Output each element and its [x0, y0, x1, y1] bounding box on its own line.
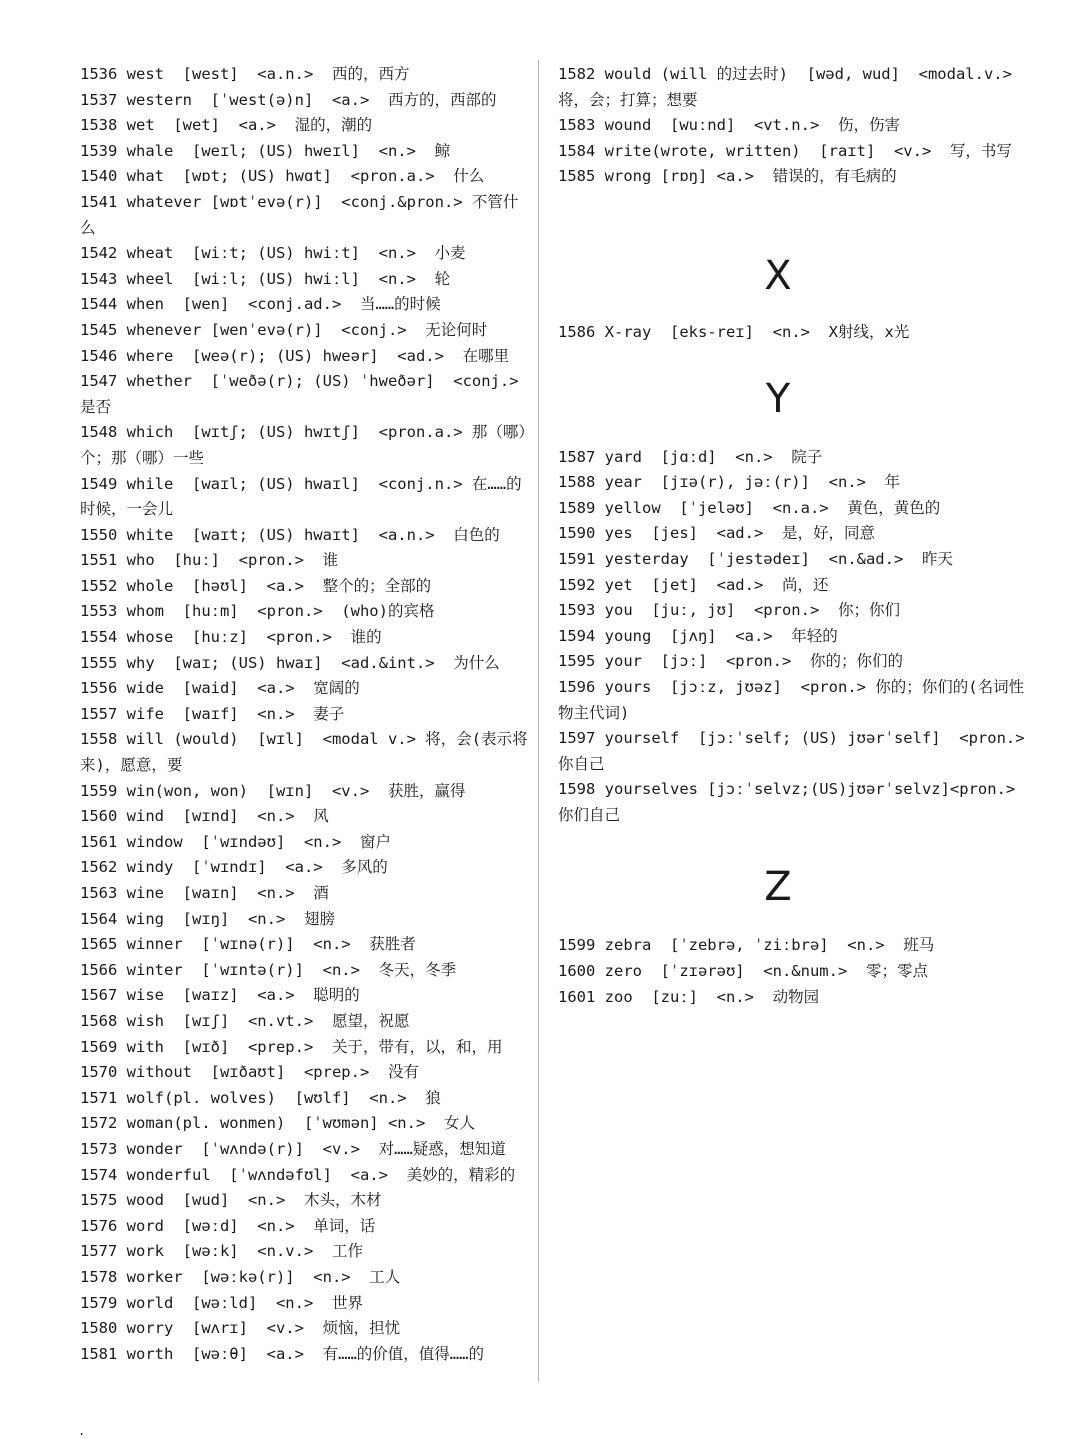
vocab-entry: 1585 wrong [rɒŋ] <a.> 错误的，有毛病的: [558, 167, 897, 186]
vocab-entry: 1590 yes [jes] <ad.> 是，好，同意: [558, 524, 875, 543]
vocab-entry: 1568 wish [wɪʃ] <n.vt.> 愿望，祝愿: [80, 1011, 410, 1030]
vocab-entry: 1547 whether [ˈweðə(r); (US) ˈhweðər] <conj.> 是否: [80, 372, 528, 416]
vocab-entry: 1565 winner [ˈwɪnə(r)] <n.> 获胜者: [80, 935, 416, 954]
vocab-entry: 1573 wonder [ˈwʌndə(r)] <v.> 对……疑惑，想知道: [80, 1139, 506, 1158]
vocab-entry: 1575 wood [wud] <n.> 木头，木材: [80, 1191, 382, 1210]
vocab-entry: 1550 white [waɪt; (US) hwaɪt] <a.n.> 白色的: [80, 525, 500, 544]
vocab-entry: 1574 wonderful [ˈwʌndəfʊl] <a.> 美妙的，精彩的: [80, 1165, 516, 1184]
vocab-entry: 1577 work [wəːk] <n.v.> 工作: [80, 1242, 363, 1261]
vocab-entry: 1591 yesterday [ˈjestədeɪ] <n.&ad.> 昨天: [558, 549, 953, 568]
left-column: [80, 62, 530, 1367]
letter-heading-z: Z: [764, 864, 792, 911]
vocab-entry: 1554 whose [huːz] <pron.> 谁的: [80, 628, 382, 647]
vocab-entry: 1593 you [juː, jʊ] <pron.> 你；你们: [558, 601, 900, 620]
w-entries: [558, 62, 1028, 190]
vocab-entry: 1595 your [jɔː] <pron.> 你的；你们的: [558, 652, 903, 671]
vocab-entry: 1544 when [wen] <conj.ad.> 当……的时候: [80, 295, 441, 314]
vocab-entry: 1599 zebra [ˈzebrə, ˈziːbrə] <n.> 班马: [558, 936, 935, 955]
column-divider: [538, 60, 539, 1382]
vocab-entry: 1584 write(wrote, written) [raɪt] <v.> 写，书写: [558, 141, 1012, 160]
vocab-entry: 1537 western [ˈwest(ə)n] <a.> 西方的，西部的: [80, 90, 497, 109]
vocab-entry: 1536 west [west] <a.n.> 西的，西方: [80, 65, 410, 83]
vocab-entry: 1541 whatever [wɒtˈevə(r)] <conj.&pron.> 不管什么: [80, 192, 519, 237]
vocab-entry: 1560 wind [wɪnd] <n.> 风: [80, 807, 329, 826]
vocab-entry: 1567 wise [waɪz] <a.> 聪明的: [80, 986, 360, 1005]
z-entries: [558, 933, 1028, 1010]
vocab-entry: 1564 wing [wɪŋ] <n.> 翅膀: [80, 909, 335, 928]
vocab-entry: 1552 whole [həʊl] <a.> 整个的；全部的: [80, 576, 432, 595]
footer-mark: .: [78, 1424, 86, 1438]
vocab-entry: 1555 why [waɪ; (US) hwaɪ] <ad.&int.> 为什么: [80, 653, 500, 672]
vocab-entry: 1563 wine [waɪn] <n.> 酒: [80, 884, 329, 902]
vocab-entry: 1587 yard [jɑːd] <n.> 院子: [558, 447, 823, 466]
vocab-entry: 1570 without [wɪðaʊt] <prep.> 没有: [80, 1063, 419, 1082]
vocab-entry: 1540 what [wɒt; (US) hwɑt] <pron.a.> 什么: [80, 167, 485, 186]
letter-heading-y: Y: [765, 375, 791, 422]
vocab-entry: 1582 would (will 的过去时) [wəd, wud] <modal.v.> 将，会；打算；想要: [558, 65, 1022, 109]
vocab-entry: 1571 wolf(pl. wolves) [wʊlf] <n.> 狼: [80, 1088, 441, 1107]
vocab-entry: 1583 wound [wuːnd] <vt.n.> 伤，伤害: [558, 116, 900, 135]
vocab-entry: 1588 year [jɪə(r), jəː(r)] <n.> 年: [558, 473, 901, 492]
vocab-entry: 1561 window [ˈwɪndəʊ] <n.> 窗户: [80, 832, 391, 851]
vocab-entry: 1558 will (would) [wɪl] <modal v.> 将，会(表示将来)，愿意，要: [80, 730, 528, 775]
vocab-entry: 1553 whom [huːm] <pron.> (who)的宾格: [80, 602, 435, 621]
vocab-entry: 1562 windy [ˈwɪndɪ] <a.> 多风的: [80, 858, 388, 877]
vocab-entry: 1572 woman(pl. wonmen) [ˈwʊmən] <n.> 女人: [80, 1114, 475, 1133]
vocab-entry: 1600 zero [ˈzɪərəʊ] <n.&num.> 零；零点: [558, 962, 928, 981]
vocab-entry: 1559 win(won, won) [wɪn] <v.> 获胜，赢得: [80, 781, 466, 800]
vocab-entry: 1596 yours [jɔːz, jʊəz] <pron.> 你的；你们的(名词性物主代词): [558, 677, 1025, 722]
vocab-entry: 1566 winter [ˈwɪntə(r)] <n.> 冬天，冬季: [80, 960, 457, 979]
vocab-entry: 1546 where [weə(r); (US) hweər] <ad.> 在哪里: [80, 346, 510, 365]
right-column: [558, 62, 1034, 1010]
vocab-entry: 1556 wide [waid] <a.> 宽阔的: [80, 679, 360, 698]
vocab-entry: 1538 wet [wet] <a.> 湿的，潮的: [80, 116, 373, 135]
letter-heading-x: X: [764, 252, 792, 299]
vocab-entry: 1589 yellow [ˈjeləʊ] <n.a.> 黄色，黄色的: [558, 498, 941, 517]
vocab-entry: 1569 with [wɪð] <prep.> 关于，带有，以，和，用: [80, 1037, 503, 1056]
vocab-entry: 1579 world [wəːld] <n.> 世界: [80, 1293, 363, 1312]
vocab-entry: 1543 wheel [wiːl; (US) hwiːl] <n.> 轮: [80, 269, 451, 288]
vocab-entry: 1576 word [wəːd] <n.> 单词，话: [80, 1216, 376, 1235]
x-entries: [558, 320, 1028, 346]
vocab-entry: 1598 yourselves [jɔːˈselvz;(US)jʊərˈselvz]<pron.> 你们自己: [558, 780, 1025, 824]
vocab-entry: 1551 who [huː] <pron.> 谁: [80, 551, 339, 570]
vocab-entry: 1549 while [waɪl; (US) hwaɪl] <conj.n.> 在……的时候，一会儿: [80, 474, 522, 519]
vocab-entry: 1542 wheat [wiːt; (US) hwiːt] <n.> 小麦: [80, 244, 466, 263]
vocab-entry: 1548 which [wɪtʃ; (US) hwɪtʃ] <pron.a.> 那（哪）个；那（哪）一些: [80, 423, 527, 467]
vocab-entry: 1539 whale [weɪl; (US) hweɪl] <n.> 鲸: [80, 141, 451, 160]
vocab-entry: 1601 zoo [zuː] <n.> 动物园: [558, 987, 820, 1006]
vocab-entry: 1578 worker [wəːkə(r)] <n.> 工人: [80, 1267, 401, 1286]
vocab-entry: 1580 worry [wʌrɪ] <v.> 烦恼，担忧: [80, 1319, 401, 1338]
vocab-entry: 1581 worth [wəːθ] <a.> 有……的价值，值得……的: [80, 1344, 484, 1363]
vocab-entry: 1545 whenever [wenˈevə(r)] <conj.> 无论何时: [80, 320, 488, 339]
y-entries: [558, 445, 1034, 829]
vocab-entry: 1557 wife [waɪf] <n.> 妻子: [80, 704, 345, 723]
vocab-entry: 1597 yourself [jɔːˈself; (US) jʊərˈself] <pron.> 你自己: [558, 729, 1034, 773]
vocab-entry: 1594 young [jʌŋ] <a.> 年轻的: [558, 626, 838, 645]
vocab-entry: 1586 X-ray [eks-reɪ] <n.> X射线，x光: [558, 322, 910, 341]
vocab-entry: 1592 yet [jet] <ad.> 尚，还: [558, 575, 829, 594]
